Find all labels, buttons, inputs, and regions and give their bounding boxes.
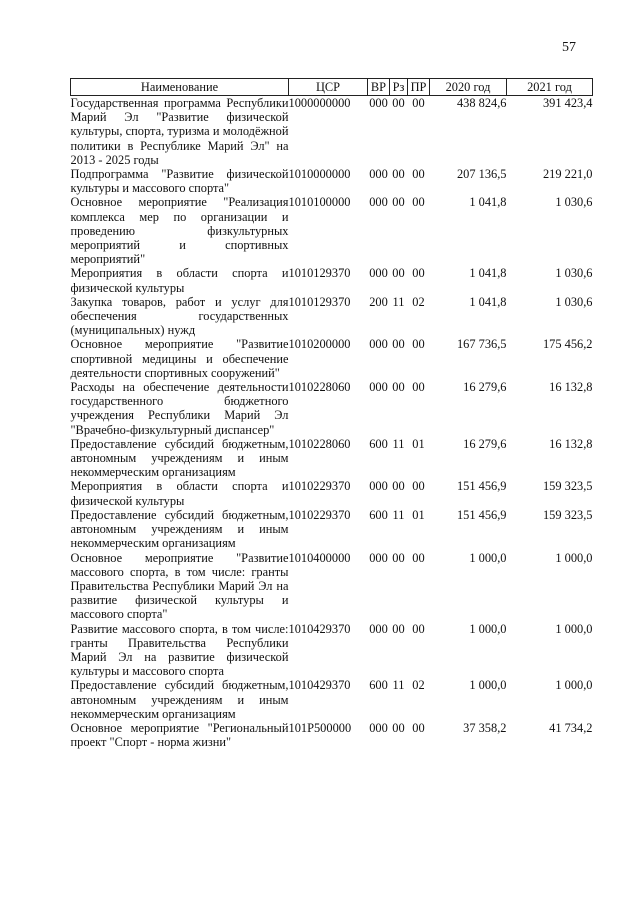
row-pr: 01 bbox=[412, 507, 425, 522]
row-vr: 000 bbox=[369, 337, 388, 352]
row-amount-2021: 159 323,5 bbox=[542, 479, 593, 494]
row-pr: 00 bbox=[412, 380, 425, 395]
header-csr: ЦСР bbox=[289, 79, 368, 96]
table-row bbox=[71, 622, 593, 679]
row-rz: 00 bbox=[392, 167, 405, 182]
row-name: Предоставление субсидий бюджетным, автономным учреждениям и иным некоммерческим организациям bbox=[70, 678, 289, 721]
row-vr: 000 bbox=[369, 96, 388, 110]
row-vr: 000 bbox=[369, 195, 388, 210]
row-amount-2020: 151 456,9 bbox=[456, 479, 507, 494]
row-name: Предоставление субсидий бюджетным, автономным учреждениям и иным некоммерческим организациям bbox=[70, 507, 289, 551]
row-amount-2020: 167 736,5 bbox=[456, 337, 507, 352]
row-pr: 02 bbox=[412, 294, 425, 309]
row-rz: 11 bbox=[392, 294, 405, 309]
row-amount-2020: 207 136,5 bbox=[456, 167, 507, 182]
row-csr: 1010100000 bbox=[288, 195, 351, 210]
row-amount-2021: 1 000,0 bbox=[555, 550, 593, 565]
row-pr: 00 bbox=[412, 195, 425, 210]
row-name: Развитие массового спорта, в том числе: гранты Правительства Республики Марий Эл на развитие физической культуры и массового спорта bbox=[70, 621, 289, 679]
row-rz: 00 bbox=[392, 195, 405, 210]
row-csr: 1010129370 bbox=[288, 294, 351, 309]
table-row bbox=[71, 266, 593, 294]
row-vr: 000 bbox=[369, 550, 388, 565]
row-name: Основное мероприятие "Реализация комплекса мер по организации и проведению физкультурных мероприятий и спортивных мероприятий" bbox=[70, 195, 289, 267]
row-amount-2021: 1 030,6 bbox=[555, 266, 593, 281]
row-pr: 00 bbox=[412, 720, 425, 735]
row-csr: 1010400000 bbox=[288, 550, 351, 565]
row-rz: 11 bbox=[392, 436, 405, 451]
row-csr: 1010129370 bbox=[288, 266, 351, 281]
row-amount-2020: 1 000,0 bbox=[469, 550, 507, 565]
row-rz: 00 bbox=[392, 720, 405, 735]
table-row bbox=[71, 551, 593, 622]
row-amount-2021: 391 423,4 bbox=[542, 96, 593, 110]
row-amount-2021: 159 323,5 bbox=[542, 507, 593, 522]
row-name: Основное мероприятие "Развитие массового спорта, в том числе: гранты Правительства Республики Марий Эл на развитие физической культуры и массового спорта" bbox=[70, 550, 289, 622]
row-vr: 600 bbox=[369, 436, 388, 451]
row-amount-2021: 175 456,2 bbox=[542, 337, 593, 352]
row-name: Закупка товаров, работ и услуг для обеспечения государственных (муниципальных) нужд bbox=[70, 294, 289, 338]
row-vr: 600 bbox=[369, 678, 388, 693]
row-vr: 000 bbox=[369, 380, 388, 395]
row-pr: 00 bbox=[412, 621, 425, 636]
header-2020: 2020 год bbox=[430, 79, 507, 96]
row-amount-2021: 219 221,0 bbox=[542, 167, 593, 182]
header-pr: ПР bbox=[408, 79, 430, 96]
row-name: Государственная программа Республики Марий Эл "Развитие физической культуры, спорта, туризма и молодёжной политики в Республике Марий Эл" на 2013 - 2025 годы bbox=[70, 96, 289, 167]
row-csr: 1000000000 bbox=[288, 96, 351, 110]
page-number: 57 bbox=[562, 40, 576, 55]
header-vr: ВР bbox=[368, 79, 390, 96]
row-amount-2020: 438 824,6 bbox=[456, 96, 507, 110]
table-row bbox=[71, 721, 593, 749]
header-name: Наименование bbox=[71, 79, 289, 96]
table-row bbox=[71, 479, 593, 507]
row-rz: 00 bbox=[392, 479, 405, 494]
row-name: Основное мероприятие "Региональный проект "Спорт - норма жизни" bbox=[70, 720, 289, 750]
row-csr: 1010000000 bbox=[288, 167, 351, 182]
row-name: Расходы на обеспечение деятельности государственного бюджетного учреждения Республики Марий Эл "Врачебно-физкультурный диспансер" bbox=[70, 380, 289, 437]
row-csr: 1010229370 bbox=[288, 479, 351, 494]
table-row bbox=[71, 508, 593, 551]
row-rz: 11 bbox=[392, 507, 405, 522]
table-body bbox=[71, 96, 593, 750]
row-name: Предоставление субсидий бюджетным, автономным учреждениям и иным некоммерческим организациям bbox=[70, 436, 289, 480]
row-amount-2021: 1 000,0 bbox=[555, 678, 593, 693]
row-vr: 000 bbox=[369, 167, 388, 182]
row-vr: 600 bbox=[369, 507, 388, 522]
row-amount-2020: 1 041,8 bbox=[469, 294, 507, 309]
row-amount-2021: 41 734,2 bbox=[549, 720, 593, 735]
row-pr: 02 bbox=[412, 678, 425, 693]
row-name: Основное мероприятие "Развитие спортивной медицины и обеспечение деятельности спортивных сооружений" bbox=[70, 337, 289, 380]
row-rz: 00 bbox=[392, 337, 405, 352]
row-vr: 000 bbox=[369, 479, 388, 494]
row-rz: 00 bbox=[392, 266, 405, 281]
row-vr: 000 bbox=[369, 720, 388, 735]
table-header-row bbox=[71, 79, 593, 96]
row-pr: 00 bbox=[412, 167, 425, 182]
table-row bbox=[71, 195, 593, 266]
row-amount-2021: 1 030,6 bbox=[555, 195, 593, 210]
table-row bbox=[71, 167, 593, 195]
row-name: Подпрограмма "Развитие физической культуры и массового спорта" bbox=[70, 167, 289, 196]
row-csr: 1010200000 bbox=[288, 337, 351, 352]
table-row bbox=[71, 96, 593, 168]
row-amount-2021: 16 132,8 bbox=[549, 436, 593, 451]
row-amount-2020: 1 000,0 bbox=[469, 621, 507, 636]
row-name: Мероприятия в области спорта и физической культуры bbox=[70, 479, 289, 508]
budget-table bbox=[70, 78, 593, 749]
row-rz: 00 bbox=[392, 550, 405, 565]
table-row bbox=[71, 437, 593, 480]
row-amount-2020: 1 000,0 bbox=[469, 678, 507, 693]
row-rz: 00 bbox=[392, 96, 405, 110]
row-pr: 00 bbox=[412, 479, 425, 494]
row-vr: 200 bbox=[369, 294, 388, 309]
row-csr: 1010429370 bbox=[288, 678, 351, 693]
row-pr: 00 bbox=[412, 266, 425, 281]
table-row bbox=[71, 337, 593, 380]
row-rz: 00 bbox=[392, 380, 405, 395]
row-amount-2021: 1 030,6 bbox=[555, 294, 593, 309]
row-amount-2020: 151 456,9 bbox=[456, 507, 507, 522]
table-row bbox=[71, 380, 593, 437]
row-pr: 00 bbox=[412, 550, 425, 565]
row-csr: 1010228060 bbox=[288, 380, 351, 395]
row-csr: 1010229370 bbox=[288, 507, 351, 522]
row-csr: 1010429370 bbox=[288, 621, 351, 636]
row-name: Мероприятия в области спорта и физической культуры bbox=[70, 266, 289, 295]
row-pr: 00 bbox=[412, 337, 425, 352]
row-csr: 1010228060 bbox=[288, 436, 351, 451]
row-pr: 01 bbox=[412, 436, 425, 451]
header-rz: Рз bbox=[390, 79, 408, 96]
table-row bbox=[71, 295, 593, 338]
row-rz: 11 bbox=[392, 678, 405, 693]
header-2021: 2021 год bbox=[507, 79, 593, 96]
row-rz: 00 bbox=[392, 621, 405, 636]
table-row bbox=[71, 678, 593, 721]
row-amount-2020: 37 358,2 bbox=[463, 720, 507, 735]
row-pr: 00 bbox=[412, 96, 425, 110]
row-amount-2020: 1 041,8 bbox=[469, 266, 507, 281]
row-amount-2020: 1 041,8 bbox=[469, 195, 507, 210]
row-amount-2021: 1 000,0 bbox=[555, 621, 593, 636]
row-vr: 000 bbox=[369, 621, 388, 636]
row-amount-2020: 16 279,6 bbox=[463, 380, 507, 395]
row-csr: 101P500000 bbox=[288, 720, 352, 735]
row-amount-2020: 16 279,6 bbox=[463, 436, 507, 451]
row-amount-2021: 16 132,8 bbox=[549, 380, 593, 395]
row-vr: 000 bbox=[369, 266, 388, 281]
